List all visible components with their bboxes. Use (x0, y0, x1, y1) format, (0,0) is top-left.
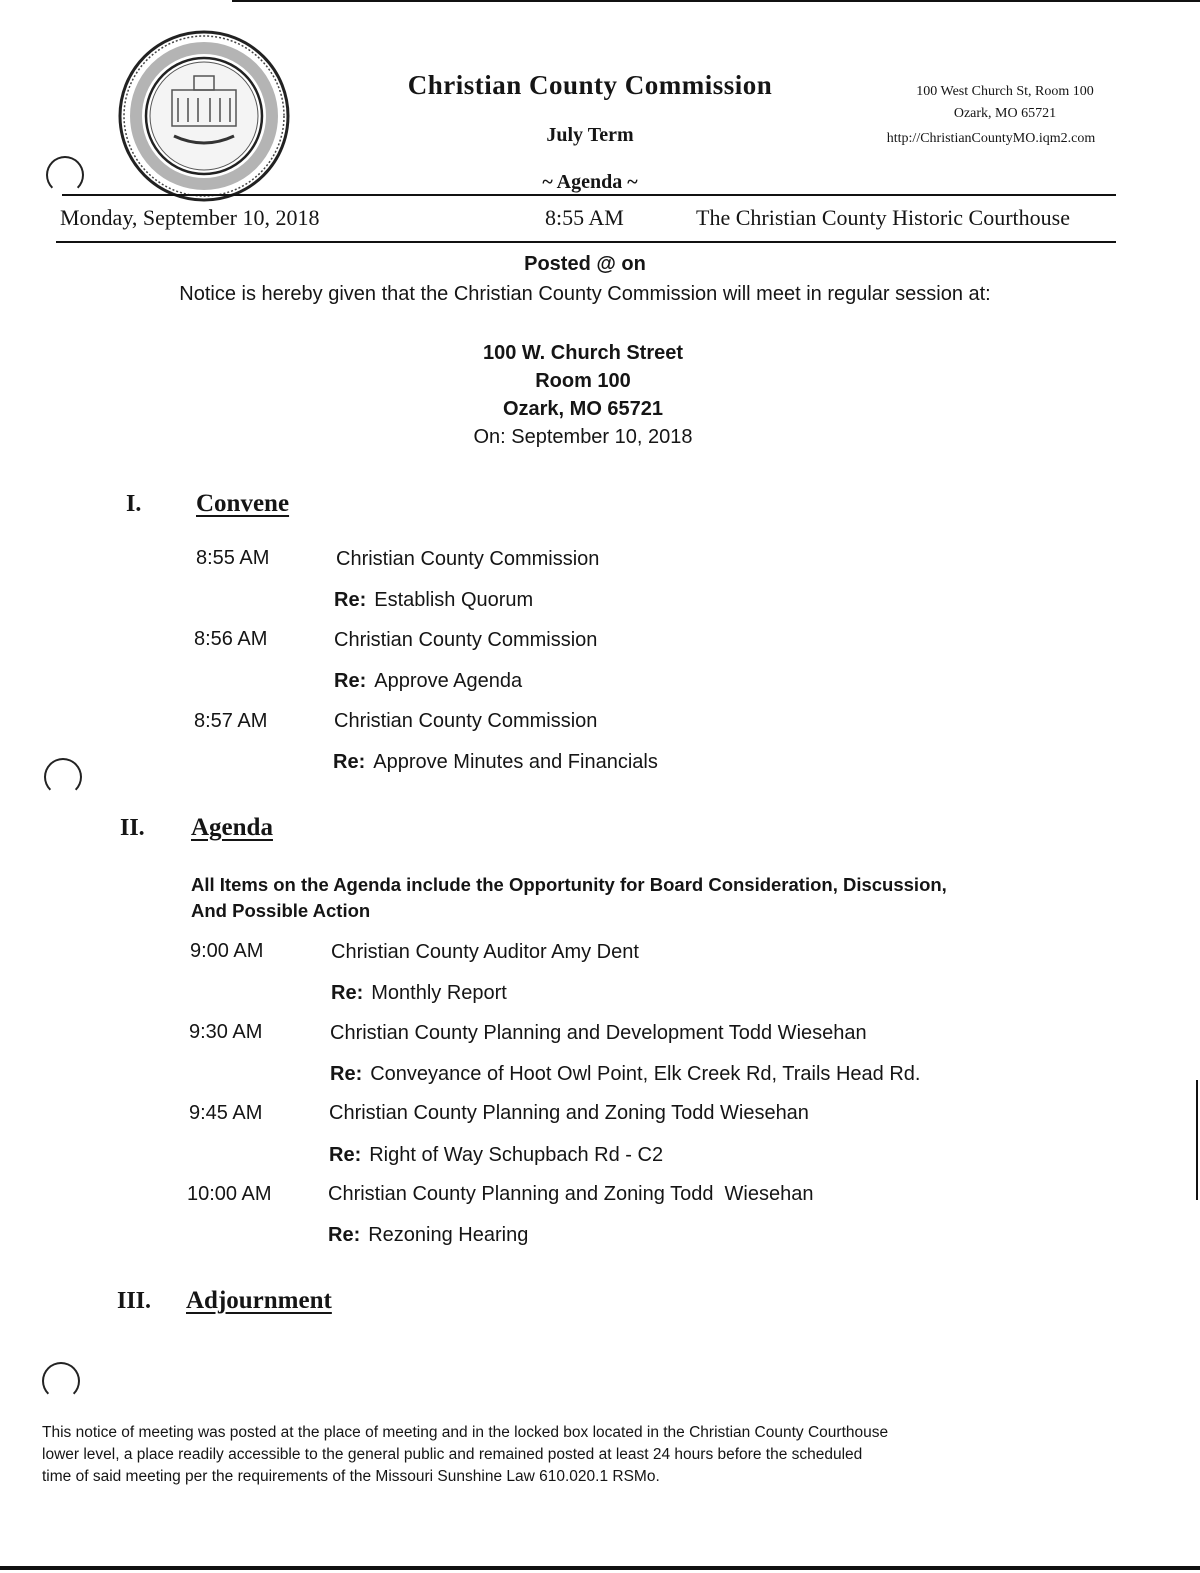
re-label: Re: (329, 1144, 362, 1166)
term-label: July Term (546, 124, 634, 146)
agenda-item-time: 9:30 AM (189, 1021, 263, 1043)
footer-notice-line-3: time of said meeting per the requirements of the Missouri Sunshine Law 610.020.1 RSMo. (42, 1468, 660, 1485)
convene-item-time: 8:56 AM (194, 628, 268, 650)
meeting-date: Monday, September 10, 2018 (60, 205, 320, 230)
section-title-adjournment: Adjournment (186, 1287, 332, 1314)
convene-item-presenter: Christian County Commission (334, 629, 598, 651)
footer-notice-line-1: This notice of meeting was posted at the place of meeting and in the locked box located in the Christian County Courthouse (42, 1424, 889, 1441)
county-seal-image (116, 28, 292, 204)
binder-hole-bottom (42, 1362, 80, 1400)
binder-hole-middle (44, 758, 82, 796)
notice-street: 100 W. Church Street (482, 342, 684, 364)
agenda-item-presenter: Christian County Planning and Zoning Todd Wiesehan (328, 1183, 814, 1205)
notice-room: Room 100 (535, 370, 631, 392)
re-label: Re: (328, 1224, 361, 1246)
agenda-item-re (331, 982, 507, 1005)
re-text: Approve Minutes and Financials (373, 751, 658, 773)
re-text: Monthly Report (371, 982, 507, 1004)
section-number-agenda: II. (120, 815, 145, 841)
convene-item-time: 8:57 AM (194, 710, 268, 732)
section-title-agenda: Agenda (191, 814, 273, 841)
agenda-item-presenter: Christian County Planning and Zoning Todd Wiesehan (329, 1102, 809, 1124)
county-seal (116, 28, 292, 204)
agenda-item-re (329, 1144, 663, 1167)
agenda-label: ~ Agenda ~ (542, 171, 638, 193)
re-text: Right of Way Schupbach Rd - C2 (369, 1144, 664, 1166)
convene-item-time: 8:55 AM (196, 547, 270, 569)
agenda-item-presenter: Christian County Planning and Development Todd Wiesehan (330, 1022, 867, 1044)
notice-on-date: On: September 10, 2018 (473, 426, 693, 448)
agenda-item-re (330, 1063, 920, 1086)
notice-city: Ozark, MO 65721 (502, 398, 664, 420)
section-number-convene: I. (126, 491, 142, 517)
meeting-time: 8:55 AM (545, 205, 624, 230)
convene-item-presenter: Christian County Commission (336, 548, 600, 570)
website-link[interactable]: http://ChristianCountyMO.iqm2.com (886, 131, 1096, 146)
convene-item-re (334, 589, 533, 612)
convene-item-presenter: Christian County Commission (334, 710, 598, 732)
section-number-adjournment: III. (117, 1288, 152, 1314)
notice-statement: Notice is hereby given that the Christian County Commission will meet in regular session at: (179, 283, 991, 305)
re-text: Establish Quorum (374, 589, 534, 611)
re-label: Re: (333, 751, 366, 773)
meeting-bar-top-rule (62, 194, 1116, 196)
re-label: Re: (330, 1063, 363, 1085)
agenda-item-time: 9:45 AM (189, 1102, 263, 1124)
agenda-intro-line-1: All Items on the Agenda include the Opportunity for Board Consideration, Discussion, (191, 874, 947, 895)
right-scan-border (1196, 1080, 1198, 1200)
commission-title: Christian County Commission (407, 70, 773, 100)
top-scan-border (232, 0, 1200, 2)
meeting-location: The Christian County Historic Courthouse (696, 205, 1070, 230)
re-label: Re: (331, 982, 364, 1004)
section-title-convene: Convene (196, 490, 290, 517)
address-line-1: 100 West Church St, Room 100 (916, 84, 1094, 99)
re-text: Approve Agenda (374, 670, 523, 692)
convene-item-re (334, 670, 522, 693)
agenda-item-time: 10:00 AM (187, 1183, 272, 1205)
re-label: Re: (334, 670, 367, 692)
bottom-scan-border (0, 1566, 1200, 1570)
re-text: Conveyance of Hoot Owl Point, Elk Creek Rd, Trails Head Rd. (370, 1063, 921, 1085)
agenda-item-presenter: Christian County Auditor Amy Dent (331, 941, 639, 963)
convene-item-re (333, 751, 658, 774)
binder-hole-top (46, 156, 84, 194)
re-label: Re: (334, 589, 367, 611)
address-line-2: Ozark, MO 65721 (953, 106, 1057, 121)
agenda-item-time: 9:00 AM (190, 940, 264, 962)
re-text: Rezoning Hearing (368, 1224, 529, 1246)
meeting-bar-bottom-rule (56, 241, 1116, 243)
agenda-item-re (328, 1224, 528, 1247)
posted-line: Posted @ on (524, 253, 646, 275)
agenda-intro-line-2: And Possible Action (191, 900, 371, 921)
footer-notice-line-2: lower level, a place readily accessible to the general public and remained posted at least 24 hours before the scheduled (42, 1446, 863, 1463)
